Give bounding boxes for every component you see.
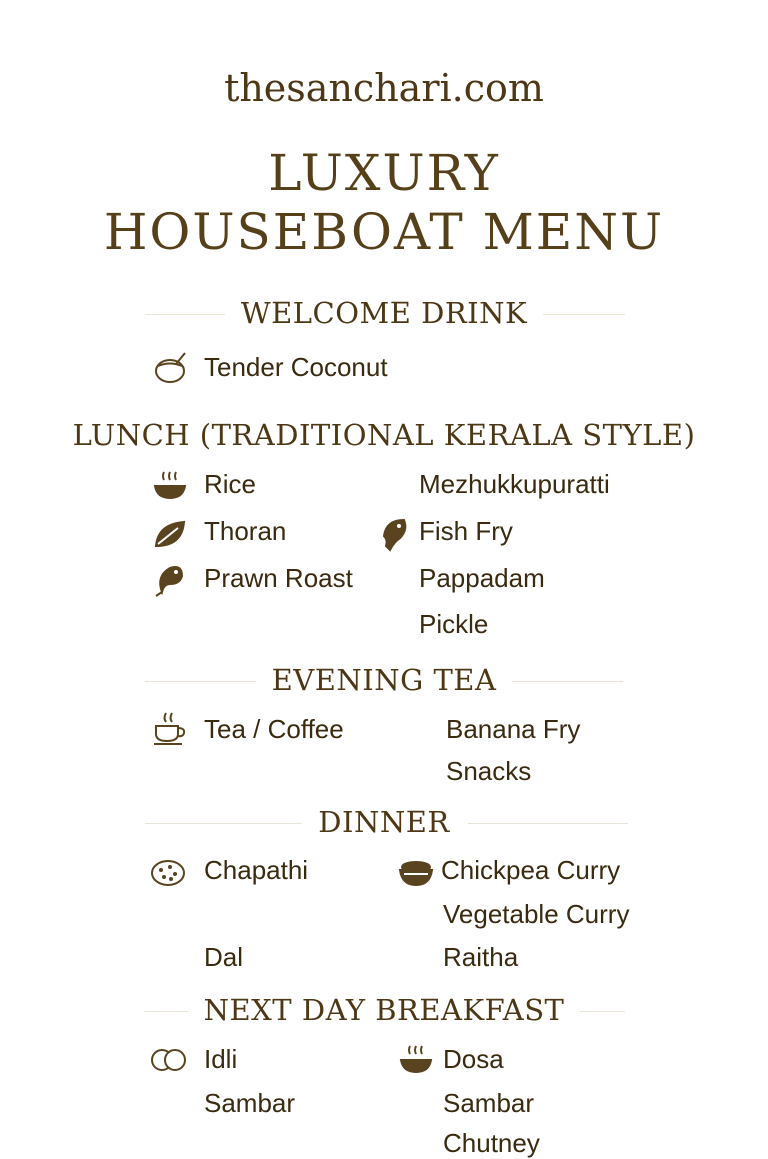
rice-bowl-icon xyxy=(152,468,188,504)
prawn-icon xyxy=(152,562,188,598)
menu-item: Chapathi xyxy=(204,855,309,885)
section-heading-breakfast: NEXT DAY BREAKFAST xyxy=(0,993,768,1027)
menu-item: Pappadam xyxy=(419,563,545,593)
menu-item: Rice xyxy=(204,469,257,499)
section-heading-dinner: DINNER xyxy=(0,805,768,839)
menu-item: Dal xyxy=(204,942,244,972)
page-title-line-2: HOUSEBOAT MENU xyxy=(103,203,665,261)
menu-item: Mezhukkupuratti xyxy=(419,469,610,499)
menu-item: Vegetable Curry xyxy=(443,899,630,929)
idli-icon xyxy=(150,1042,186,1078)
menu-item: Prawn Roast xyxy=(204,563,353,593)
menu-item: Idli xyxy=(204,1044,238,1074)
section-heading-lunch: LUNCH (TRADITIONAL KERALA STYLE) xyxy=(0,418,768,452)
menu-item: Tender Coconut xyxy=(204,352,388,382)
menu-item: Raitha xyxy=(443,942,519,972)
site-name: thesanchari.com xyxy=(224,66,544,110)
chapathi-icon xyxy=(150,855,186,891)
menu-item: Dosa xyxy=(443,1044,504,1074)
menu-item: Thoran xyxy=(204,516,287,546)
menu-item: Pickle xyxy=(419,609,489,639)
section-heading-welcome: WELCOME DRINK xyxy=(0,296,768,330)
tea-cup-icon xyxy=(152,710,188,746)
page-title-line-1: LUXURY xyxy=(268,144,500,202)
menu-item: Chutney xyxy=(443,1128,540,1158)
menu-item: Tea / Coffee xyxy=(204,714,344,744)
leaf-icon xyxy=(152,516,188,552)
fish-icon xyxy=(378,516,414,552)
menu-item: Sambar xyxy=(443,1088,535,1118)
dosa-bowl-icon xyxy=(398,1042,434,1078)
menu-item: Banana Fry xyxy=(446,714,581,744)
curry-bowl-icon xyxy=(398,855,434,891)
section-heading-tea: EVENING TEA xyxy=(0,663,768,697)
menu-item: Sambar xyxy=(204,1088,296,1118)
coconut-icon xyxy=(152,350,188,386)
menu-item: Chickpea Curry xyxy=(441,855,621,885)
menu-item: Fish Fry xyxy=(419,516,513,546)
menu-item: Snacks xyxy=(446,756,532,786)
